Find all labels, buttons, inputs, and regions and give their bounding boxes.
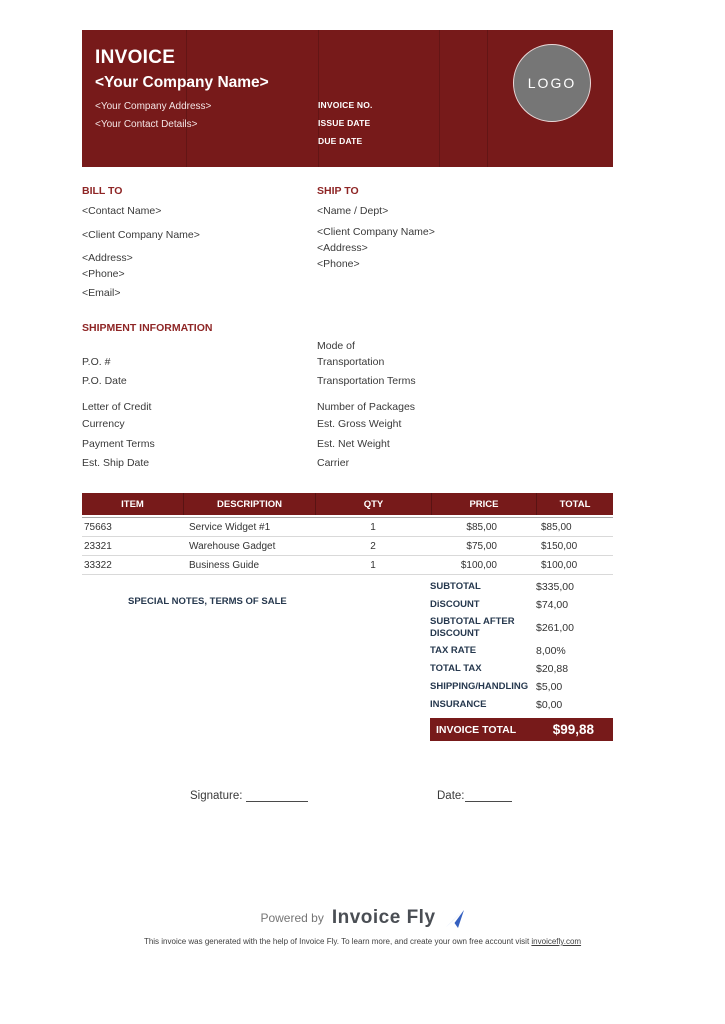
disclaimer-text [0, 937, 725, 946]
shipment-field: Payment Terms [82, 438, 155, 450]
signature-field [190, 790, 308, 802]
cell-price: $100,00 [460, 559, 497, 571]
company-name: <Your Company Name> [95, 74, 269, 91]
shipment-row [82, 336, 613, 370]
ship-to-phone: <Phone> [317, 258, 360, 270]
disclaimer-body: This invoice was generated with the help of Invoice Fly. To learn more, and create your own free account visit [143, 937, 530, 946]
bill-to-section [82, 183, 302, 301]
cell-total: $150,00 [541, 540, 578, 552]
shipment-field: P.O. Date [82, 375, 127, 387]
totals-value: $5,00 [536, 681, 563, 693]
ship-to-section [317, 183, 439, 272]
logo-placeholder [513, 44, 591, 122]
ship-to-heading: SHIP TO [317, 185, 359, 197]
table-row [82, 537, 613, 556]
header-gridline [318, 30, 319, 167]
shipment-row [82, 416, 613, 432]
cell-description: Service Widget #1 [189, 521, 271, 533]
ship-to-address: <Address> [317, 242, 368, 254]
totals-value: $261,00 [536, 622, 574, 634]
shipment-field: Mode of Transportation [317, 340, 385, 368]
bill-to-contact-name: <Contact Name> [82, 205, 162, 217]
totals-value: $74,00 [536, 599, 569, 611]
totals-value: 8,00% [536, 645, 566, 657]
signature-label: Signature: [190, 790, 243, 802]
shipment-field: Letter of Credit [82, 401, 152, 413]
header-cell-description: DESCRIPTION [183, 493, 315, 515]
brand-name: Invoice Fly [331, 907, 436, 928]
cell-item: 23321 [84, 540, 112, 552]
cell-qty: 1 [370, 521, 376, 533]
header-gridline [487, 30, 488, 167]
date-field [437, 790, 512, 802]
cell-description: Business Guide [189, 559, 260, 571]
header-gridline [439, 30, 440, 167]
shipment-section [82, 320, 613, 471]
shipment-row [82, 436, 613, 452]
cell-price: $75,00 [466, 540, 497, 552]
totals-value: $335,00 [536, 581, 574, 593]
totals-label: INSURANCE [430, 699, 487, 710]
header-cell-item: ITEM [121, 498, 144, 510]
invoice-total-label: INVOICE TOTAL [436, 723, 517, 736]
cell-description: Warehouse Gadget [189, 540, 276, 552]
shipment-row [82, 373, 613, 389]
shipment-field: Carrier [317, 457, 350, 469]
shipment-field: Transportation Terms [317, 375, 416, 387]
powered-by-line [0, 905, 725, 931]
totals-value: $0,00 [536, 699, 563, 711]
invoicefly-link[interactable]: invoicefly.com [531, 937, 582, 946]
special-notes: SPECIAL NOTES, TERMS OF SALE [128, 596, 287, 607]
bill-to-address: <Address> [82, 252, 133, 264]
totals-row [430, 660, 613, 678]
items-table-header [82, 493, 613, 515]
shipment-heading: SHIPMENT INFORMATION [82, 322, 213, 334]
header-invoice-meta [318, 100, 373, 146]
shipment-field: P.O. # [82, 356, 111, 368]
totals-label: SHIPPING/HANDLING [430, 681, 529, 692]
items-table-body [82, 517, 613, 575]
shipment-field: Est. Net Weight [317, 438, 390, 450]
signature-line [246, 790, 308, 802]
company-address: <Your Company Address> [95, 101, 212, 112]
cell-qty: 1 [370, 559, 376, 571]
invoice-title: INVOICE [95, 47, 176, 68]
totals-row [430, 678, 613, 696]
invoice-total-bar [430, 718, 613, 741]
totals-value: $20,88 [536, 663, 569, 675]
header-company-block [95, 48, 269, 131]
bill-to-heading: BILL TO [82, 185, 123, 197]
totals-label: DiSCOUNT [430, 599, 480, 610]
totals-label: SUBTOTAL AFTER DISCOUNT [430, 616, 515, 639]
header-cell-price: PRICE [431, 493, 536, 515]
cell-total: $85,00 [541, 521, 572, 533]
contact-details: <Your Contact Details> [95, 119, 198, 130]
totals-row [430, 696, 613, 714]
invoicefly-logo-icon [444, 909, 465, 929]
invoice-no-label: INVOICE NO. [318, 100, 373, 110]
cell-item: 33322 [84, 559, 112, 571]
ship-to-name-dept: <Name / Dept> [317, 205, 389, 217]
due-date-label: DUE DATE [318, 136, 363, 146]
totals-row [430, 596, 613, 614]
totals-row [430, 642, 613, 660]
table-row [82, 556, 613, 575]
signature-section [82, 790, 613, 814]
totals-label: TAX RATE [430, 645, 477, 656]
cell-price: $85,00 [466, 521, 497, 533]
totals-section [430, 578, 613, 741]
table-row [82, 518, 613, 537]
header-cell-qty: QTY [315, 493, 431, 515]
shipment-field: Number of Packages [317, 401, 416, 413]
totals-row [430, 578, 613, 596]
bill-to-email: <Email> [82, 287, 121, 299]
bill-to-company-name: <Client Company Name> [82, 229, 200, 241]
totals-label: SUBTOTAL [430, 581, 481, 592]
cell-total: $100,00 [541, 559, 578, 571]
cell-qty: 2 [370, 540, 376, 552]
footer [0, 905, 725, 946]
invoice-total-value: $99,88 [552, 722, 594, 737]
shipment-row [82, 399, 613, 415]
totals-label: TOTAL TAX [430, 663, 482, 674]
date-line [465, 790, 512, 802]
shipment-field: Est. Gross Weight [317, 418, 402, 430]
ship-to-company-name: <Client Company Name> [317, 226, 435, 238]
header-band [82, 30, 613, 167]
header-cell-total: TOTAL [536, 493, 613, 515]
bill-to-phone: <Phone> [82, 268, 125, 280]
items-table [82, 493, 613, 575]
shipment-field: Est. Ship Date [82, 457, 150, 469]
cell-item: 75663 [84, 521, 112, 533]
shipment-field: Currency [82, 418, 125, 430]
date-label: Date: [437, 790, 465, 802]
totals-row [430, 614, 613, 642]
issue-date-label: ISSUE DATE [318, 118, 371, 128]
logo-text: LOGO [527, 75, 577, 91]
powered-by-text: Powered by [260, 911, 324, 925]
shipment-row [82, 455, 613, 471]
